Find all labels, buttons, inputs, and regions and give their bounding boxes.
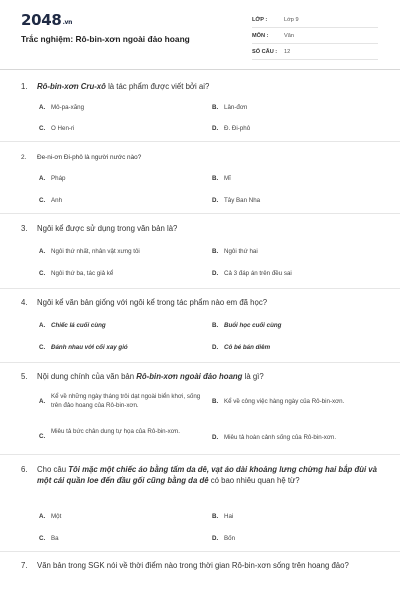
question-divider — [0, 551, 400, 552]
option-key: D. — [212, 344, 219, 351]
question-text-post: là gì? — [242, 372, 264, 381]
option-key: A. — [39, 104, 46, 111]
question-number: 1. — [21, 82, 28, 91]
question-divider — [0, 454, 400, 455]
option-key: B. — [212, 175, 219, 182]
option-b[interactable] — [212, 512, 382, 521]
option-key: A. — [39, 175, 46, 182]
option-text: Ngôi thứ nhất, nhân vật xưng tôi — [51, 248, 140, 255]
option-key: A. — [39, 322, 46, 329]
option-d[interactable] — [212, 196, 382, 205]
option-c[interactable] — [39, 534, 209, 543]
option-c[interactable] — [39, 427, 201, 440]
option-c[interactable] — [39, 124, 209, 133]
question-text — [21, 371, 381, 382]
option-c[interactable] — [39, 269, 209, 278]
option-text: Miêu tả hoàn cảnh sống của Rô-bin-xơn. — [224, 434, 337, 441]
option-text: Mô-pa-xăng — [51, 104, 85, 111]
question-number: 4. — [21, 298, 28, 307]
option-key: A. — [39, 513, 46, 520]
option-text: O Hen-ri — [51, 125, 75, 132]
option-text: Ngôi thứ hai — [224, 248, 258, 255]
question-text-pre: Ngôi kể được sử dụng trong văn bản là? — [37, 224, 178, 233]
option-text: Hai — [224, 513, 234, 520]
logo-suffix: .vn — [62, 19, 73, 26]
question-number: 2. — [21, 154, 27, 161]
option-a[interactable] — [39, 247, 209, 256]
option-a[interactable] — [39, 174, 209, 183]
option-b[interactable] — [212, 321, 382, 330]
option-c[interactable] — [39, 196, 209, 205]
option-c[interactable] — [39, 343, 209, 352]
option-b[interactable] — [212, 103, 382, 112]
option-key: C. — [39, 270, 46, 277]
quiz-meta — [252, 12, 378, 60]
option-a[interactable] — [39, 321, 209, 330]
option-b[interactable] — [212, 397, 382, 406]
question-text-emphasis: Tôi mặc một chiếc áo bằng tấm da dê, vạt áo dài khoảng lưng chừng hai bắp đùi và một cái quần loe đến đầu gối cũng bằng da dê — [37, 465, 377, 485]
option-text: Đánh nhau với cối xay gió — [51, 344, 128, 351]
header-divider — [0, 69, 400, 70]
option-text: Kể về những ngày tháng trôi dạt ngoài biển khơi, sống trên đảo hoang của Rô-bin-xơn. — [51, 393, 201, 409]
question-divider — [0, 362, 400, 363]
option-d[interactable] — [212, 269, 382, 278]
option-text: Kể về công việc hàng ngày của Rô-bin-xơn. — [224, 398, 345, 405]
option-key: D. — [212, 434, 219, 441]
meta-value: Văn — [284, 32, 294, 39]
option-a[interactable] — [39, 392, 211, 410]
option-text: Đ. Đi-phô — [224, 125, 251, 132]
option-key: C. — [39, 535, 46, 542]
question-text-pre: Ngôi kể văn bản giống với ngôi kể trong tác phẩm nào em đã học? — [37, 298, 268, 307]
option-text: Cô bé bán diêm — [224, 344, 271, 351]
logo-text: 2048 — [21, 11, 62, 29]
option-key: B. — [212, 248, 219, 255]
meta-row-count — [252, 44, 378, 60]
question-text-post: là tác phẩm được viết bởi ai? — [105, 82, 210, 91]
question-divider — [0, 141, 400, 142]
option-text: Ba — [51, 535, 59, 542]
option-key: B. — [212, 398, 219, 405]
question-text-pre: Nội dung chính của văn bản — [37, 372, 137, 381]
option-key: B. — [212, 104, 219, 111]
meta-label: LỚP : — [252, 16, 268, 23]
meta-value: Lớp 9 — [284, 16, 299, 23]
question-text — [21, 560, 381, 571]
option-key: B. — [212, 322, 219, 329]
option-key: C. — [39, 344, 46, 351]
option-a[interactable] — [39, 103, 209, 112]
option-text: Ngôi thứ ba, tác giả kể — [51, 270, 114, 277]
meta-value: 12 — [284, 48, 291, 55]
question-2 — [21, 152, 381, 212]
question-5 — [21, 371, 381, 451]
option-text: Bốn — [224, 535, 236, 542]
option-b[interactable] — [212, 247, 382, 256]
option-d[interactable] — [212, 534, 382, 543]
question-text — [21, 152, 381, 163]
question-text-post: có bao nhiêu quan hệ từ? — [208, 476, 300, 485]
question-text — [21, 464, 381, 486]
question-1 — [21, 81, 381, 141]
option-text: Miêu tả bức chân dung tự họa của Rô-bin-xơn. — [51, 428, 180, 435]
option-text: Mĩ — [224, 175, 231, 182]
meta-row-subject — [252, 28, 378, 44]
meta-row-class — [252, 12, 378, 28]
question-text — [21, 223, 381, 234]
question-text-pre: Đe-ni-ơn Đi-phô là người nước nào? — [37, 154, 142, 161]
question-text-pre: Cho câu — [37, 465, 69, 474]
option-key: C. — [39, 125, 46, 132]
question-text — [21, 81, 381, 92]
option-d[interactable] — [212, 124, 382, 133]
question-number: 3. — [21, 224, 28, 233]
option-text: Tây Ban Nha — [224, 197, 261, 204]
option-key: C. — [39, 197, 46, 204]
option-key: A. — [39, 248, 46, 255]
page-title: Trắc nghiệm: Rô-bin-xơn ngoài đảo hoang — [21, 34, 190, 44]
question-divider — [0, 288, 400, 289]
question-text — [21, 297, 381, 308]
option-key: D. — [212, 197, 219, 204]
question-text-emphasis: Rô-bin-xơn Cru-xô — [37, 82, 106, 91]
option-text: Một — [51, 513, 62, 520]
option-d[interactable] — [212, 343, 382, 352]
meta-label: MÔN : — [252, 32, 269, 39]
option-key: C. — [39, 433, 46, 440]
question-4 — [21, 297, 381, 359]
option-text: Cả 3 đáp án trên đều sai — [224, 270, 292, 277]
site-logo[interactable] — [21, 11, 72, 29]
option-text: Buổi học cuối cùng — [224, 322, 282, 329]
question-6 — [21, 464, 381, 550]
question-7 — [21, 560, 381, 590]
option-key: D. — [212, 535, 219, 542]
option-key: D. — [212, 125, 219, 132]
page-header — [0, 0, 400, 62]
question-divider — [0, 213, 400, 214]
option-b[interactable] — [212, 174, 382, 183]
option-key: A. — [39, 398, 46, 405]
question-number: 7. — [21, 561, 28, 570]
option-text: Anh — [51, 197, 63, 204]
option-text: Chiếc lá cuối cùng — [51, 322, 106, 329]
meta-label: SỐ CÂU : — [252, 48, 278, 55]
option-d[interactable] — [212, 433, 382, 442]
option-text: Pháp — [51, 175, 66, 182]
option-key: D. — [212, 270, 219, 277]
question-text-emphasis: Rô-bin-xơn ngoài đảo hoang — [136, 372, 243, 381]
option-text: Lân-đơn — [224, 104, 248, 111]
option-key: B. — [212, 513, 219, 520]
question-number: 6. — [21, 465, 28, 474]
question-number: 5. — [21, 372, 28, 381]
question-3 — [21, 223, 381, 285]
option-a[interactable] — [39, 512, 209, 521]
question-text-pre: Văn bản trong SGK nói về thời điểm nào trong thời gian Rô-bin-xơn sống trên hoang đảo? — [37, 561, 349, 570]
